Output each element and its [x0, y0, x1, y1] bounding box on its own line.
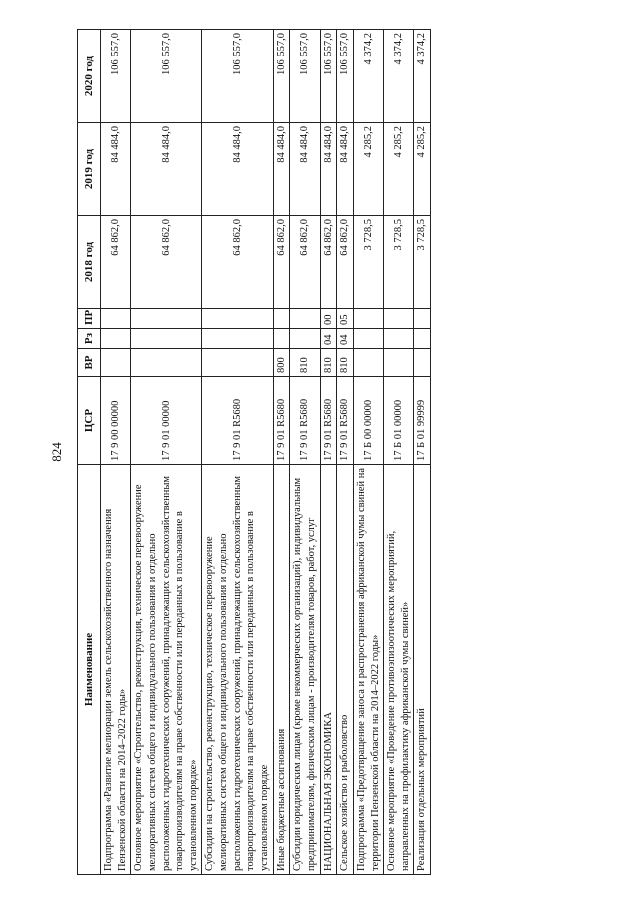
table-row	[273, 30, 290, 875]
cell-2018: 64 862,0	[290, 216, 320, 309]
cell-2020: 4 374,2	[414, 30, 431, 123]
cell-vr	[202, 349, 273, 377]
cell-csr: 17 Б 01 00000	[384, 377, 414, 465]
cell-rz	[353, 329, 383, 349]
cell-2018: 64 862,0	[202, 216, 273, 309]
page-number: 824	[49, 442, 64, 462]
cell-name: Иные бюджетные ассигнования	[273, 465, 290, 875]
column-header-2019: 2019 год	[78, 123, 101, 216]
cell-rz	[202, 329, 273, 349]
cell-vr	[131, 349, 202, 377]
cell-2020: 106 557,0	[101, 30, 131, 123]
cell-rz: 04	[337, 329, 354, 349]
cell-pr	[353, 309, 383, 329]
column-header-vr: ВР	[78, 349, 101, 377]
cell-rz	[131, 329, 202, 349]
table-row	[131, 30, 202, 875]
table-header-row	[78, 30, 101, 875]
table-row	[290, 30, 320, 875]
cell-name: Сельское хозяйство и рыболовство	[337, 465, 354, 875]
cell-csr: 17 Б 00 00000	[353, 377, 383, 465]
cell-2020: 106 557,0	[290, 30, 320, 123]
cell-name: Субсидии юридическим лицам (кроме некоммерческих организаций), индивидуальным предпринимателям, физическим лицам - производителям товаров, работ, услуг	[290, 465, 320, 875]
cell-2018: 64 862,0	[273, 216, 290, 309]
cell-name: Основное мероприятие «Проведение противоэпизоотических мероприятий, направленных на профилактику африканской чумы свиней»	[384, 465, 414, 875]
cell-pr: 00	[320, 309, 337, 329]
cell-csr: 17 9 01 R5680	[202, 377, 273, 465]
table-row	[101, 30, 131, 875]
cell-2018: 64 862,0	[131, 216, 202, 309]
column-header-csr: ЦСР	[78, 377, 101, 465]
cell-vr	[414, 349, 431, 377]
cell-rz: 04	[320, 329, 337, 349]
cell-name: НАЦИОНАЛЬНАЯ ЭКОНОМИКА	[320, 465, 337, 875]
cell-csr: 17 9 01 R5680	[273, 377, 290, 465]
column-header-name: Наименование	[78, 465, 101, 875]
cell-2019: 4 285,2	[384, 123, 414, 216]
budget-table	[77, 29, 431, 875]
cell-vr	[353, 349, 383, 377]
cell-csr: 17 Б 01 99999	[414, 377, 431, 465]
cell-vr: 810	[290, 349, 320, 377]
cell-2020: 106 557,0	[273, 30, 290, 123]
table-row	[384, 30, 414, 875]
cell-2019: 84 484,0	[131, 123, 202, 216]
cell-rz	[414, 329, 431, 349]
cell-pr	[101, 309, 131, 329]
cell-2020: 4 374,2	[353, 30, 383, 123]
cell-2020: 106 557,0	[337, 30, 354, 123]
cell-name: Подпрограмма «Развитие мелиорации земель сельскохозяйственного назначения Пензенской области на 2014–2022 годы»	[101, 465, 131, 875]
cell-2020: 106 557,0	[202, 30, 273, 123]
table-row	[202, 30, 273, 875]
cell-vr: 810	[320, 349, 337, 377]
cell-2019: 4 285,2	[353, 123, 383, 216]
cell-name: Основное мероприятие «Строительство, реконструкция, техническое перевооружение мелиоративных систем общего и индивидуального пользования и отдельно расположенных гидротехнических сооружений, принадлежащих сельскохозяйственным товаропроизводителям на праве собственности или переданных в пользование в установленном порядке»	[131, 465, 202, 875]
cell-pr	[273, 309, 290, 329]
cell-2019: 84 484,0	[337, 123, 354, 216]
cell-2019: 84 484,0	[290, 123, 320, 216]
cell-vr	[101, 349, 131, 377]
cell-vr: 800	[273, 349, 290, 377]
cell-2018: 3 728,5	[384, 216, 414, 309]
column-header-2020: 2020 год	[78, 30, 101, 123]
cell-csr: 17 9 01 R5680	[290, 377, 320, 465]
column-header-rz: Рз	[78, 329, 101, 349]
cell-2019: 84 484,0	[202, 123, 273, 216]
cell-csr: 17 9 01 R5680	[337, 377, 354, 465]
cell-2019: 84 484,0	[273, 123, 290, 216]
table-row	[414, 30, 431, 875]
cell-pr: 05	[337, 309, 354, 329]
cell-2019: 84 484,0	[320, 123, 337, 216]
cell-csr: 17 9 00 00000	[101, 377, 131, 465]
cell-name: Субсидии на строительство, реконструкцию, техническое перевооружение мелиоративных систем общего и индивидуального пользования и отдельно расположенных гидротехнических сооружений, принадлежащих сельскохозяйственным товаропроизводителям на праве собственности или переданных в пользование в установленном порядке	[202, 465, 273, 875]
cell-csr: 17 9 01 R5680	[320, 377, 337, 465]
cell-rz	[384, 329, 414, 349]
cell-pr	[384, 309, 414, 329]
table-row	[320, 30, 337, 875]
cell-pr	[131, 309, 202, 329]
rotated-table-container	[77, 30, 542, 875]
cell-rz	[290, 329, 320, 349]
cell-pr	[290, 309, 320, 329]
cell-2020: 4 374,2	[384, 30, 414, 123]
cell-vr: 810	[337, 349, 354, 377]
cell-pr	[414, 309, 431, 329]
cell-2019: 84 484,0	[101, 123, 131, 216]
table-row	[337, 30, 354, 875]
cell-2018: 64 862,0	[320, 216, 337, 309]
cell-2019: 4 285,2	[414, 123, 431, 216]
cell-2020: 106 557,0	[320, 30, 337, 123]
cell-name: Реализация отдельных мероприятий	[414, 465, 431, 875]
cell-name: Подпрограмма «Предотвращение заноса и распространения африканской чумы свиней на территории Пензенской области на 2014–2022 годы»	[353, 465, 383, 875]
cell-csr: 17 9 01 00000	[131, 377, 202, 465]
cell-rz	[273, 329, 290, 349]
cell-2018: 3 728,5	[353, 216, 383, 309]
column-header-pr: ПР	[78, 309, 101, 329]
cell-2018: 64 862,0	[101, 216, 131, 309]
cell-vr	[384, 349, 414, 377]
cell-2018: 3 728,5	[414, 216, 431, 309]
cell-rz	[101, 329, 131, 349]
column-header-2018: 2018 год	[78, 216, 101, 309]
cell-2020: 106 557,0	[131, 30, 202, 123]
cell-2018: 64 862,0	[337, 216, 354, 309]
table-row	[353, 30, 383, 875]
table-body	[101, 30, 431, 875]
cell-pr	[202, 309, 273, 329]
